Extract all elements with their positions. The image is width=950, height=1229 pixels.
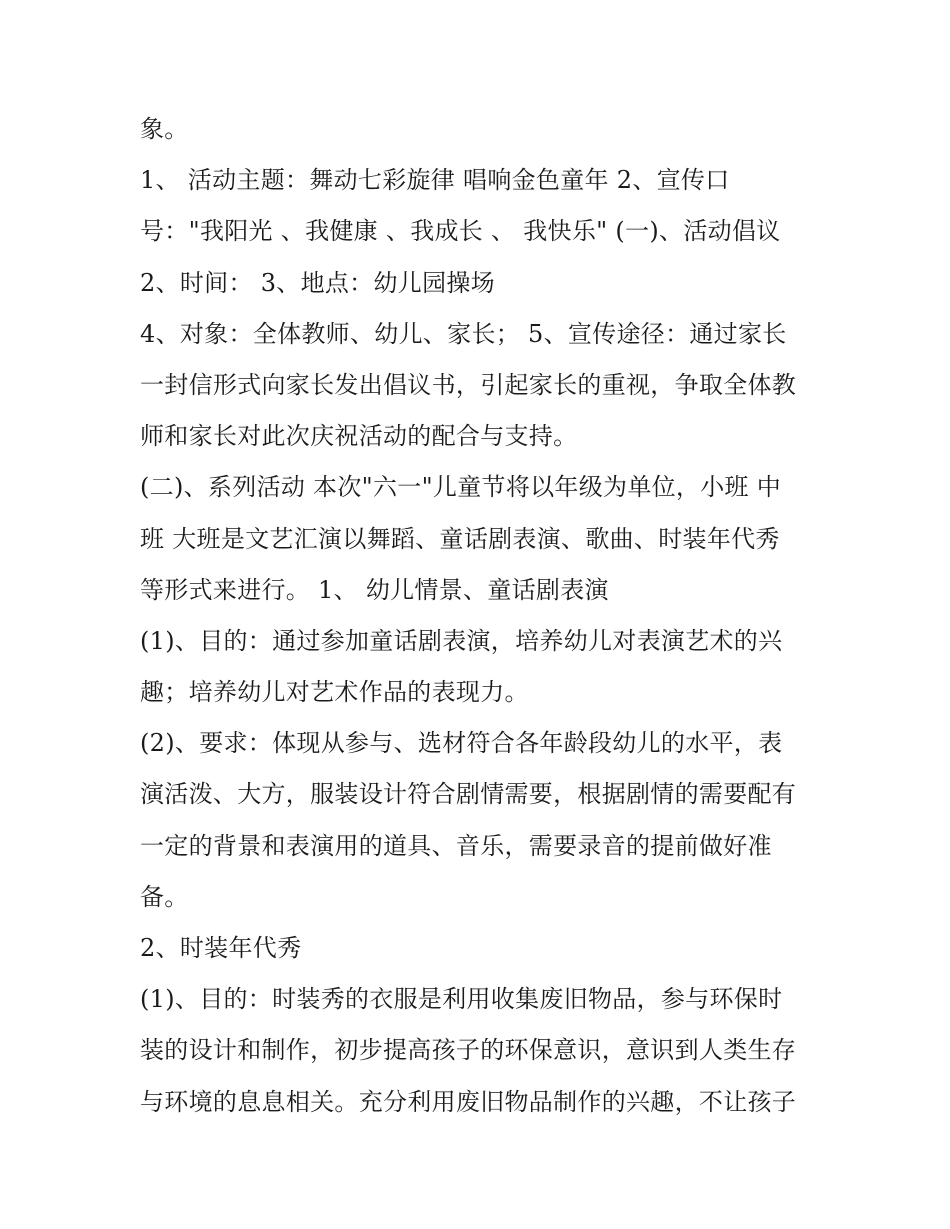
text-line: (二)、系列活动 本次"六一"儿童节将以年级为单位，小班 中	[140, 473, 782, 502]
text-line: 趣；培养幼儿对艺术作品的表现力。	[140, 678, 529, 707]
text-line: 4、对象：全体教师、幼儿、家长； 5、宣传途径：通过家长	[140, 319, 787, 348]
text-line: 一定的背景和表演用的道具、音乐，需要录音的提前做好准	[140, 831, 772, 860]
text-line: 一封信形式向家长发出倡议书，引起家长的重视，争取全体教	[140, 370, 797, 399]
text-line: 演活泼、大方，服装设计符合剧情需要，根据剧情的需要配有	[140, 780, 797, 809]
text-line: (1)、目的：通过参加童话剧表演，培养幼儿对表演艺术的兴	[140, 626, 783, 655]
text-line: 2、时间： 3、地点：幼儿园操场	[140, 268, 495, 297]
text-line: 备。	[140, 882, 189, 911]
document-body	[140, 104, 830, 1128]
text-line: 2、时装年代秀	[140, 934, 302, 962]
text-line: 等形式来进行。 1、 幼儿情景、童话剧表演	[140, 575, 609, 604]
text-line: 师和家长对此次庆祝活动的配合与支持。	[140, 422, 578, 451]
text-line: (2)、要求：体现从参与、选材符合各年龄段幼儿的水平，表	[140, 729, 783, 758]
text-line: 号："我阳光 、我健康 、我成长 、 我快乐" (一)、活动倡议	[140, 217, 781, 246]
text-line: 与环境的息息相关。充分利用废旧物品制作的兴趣，不让孩子	[140, 1087, 797, 1116]
text-line: 1、 活动主题：舞动七彩旋律 唱响金色童年 2、宣传口	[140, 166, 730, 195]
text-line: 象。	[140, 115, 189, 143]
text-line: 班 大班是文艺汇演以舞蹈、童话剧表演、歌曲、时装年代秀	[140, 524, 780, 553]
text-line: 装的设计和制作，初步提高孩子的环保意识，意识到人类生存	[140, 1036, 797, 1065]
text-line: (1)、目的：时装秀的衣服是利用收集废旧物品，参与环保时	[140, 985, 783, 1014]
